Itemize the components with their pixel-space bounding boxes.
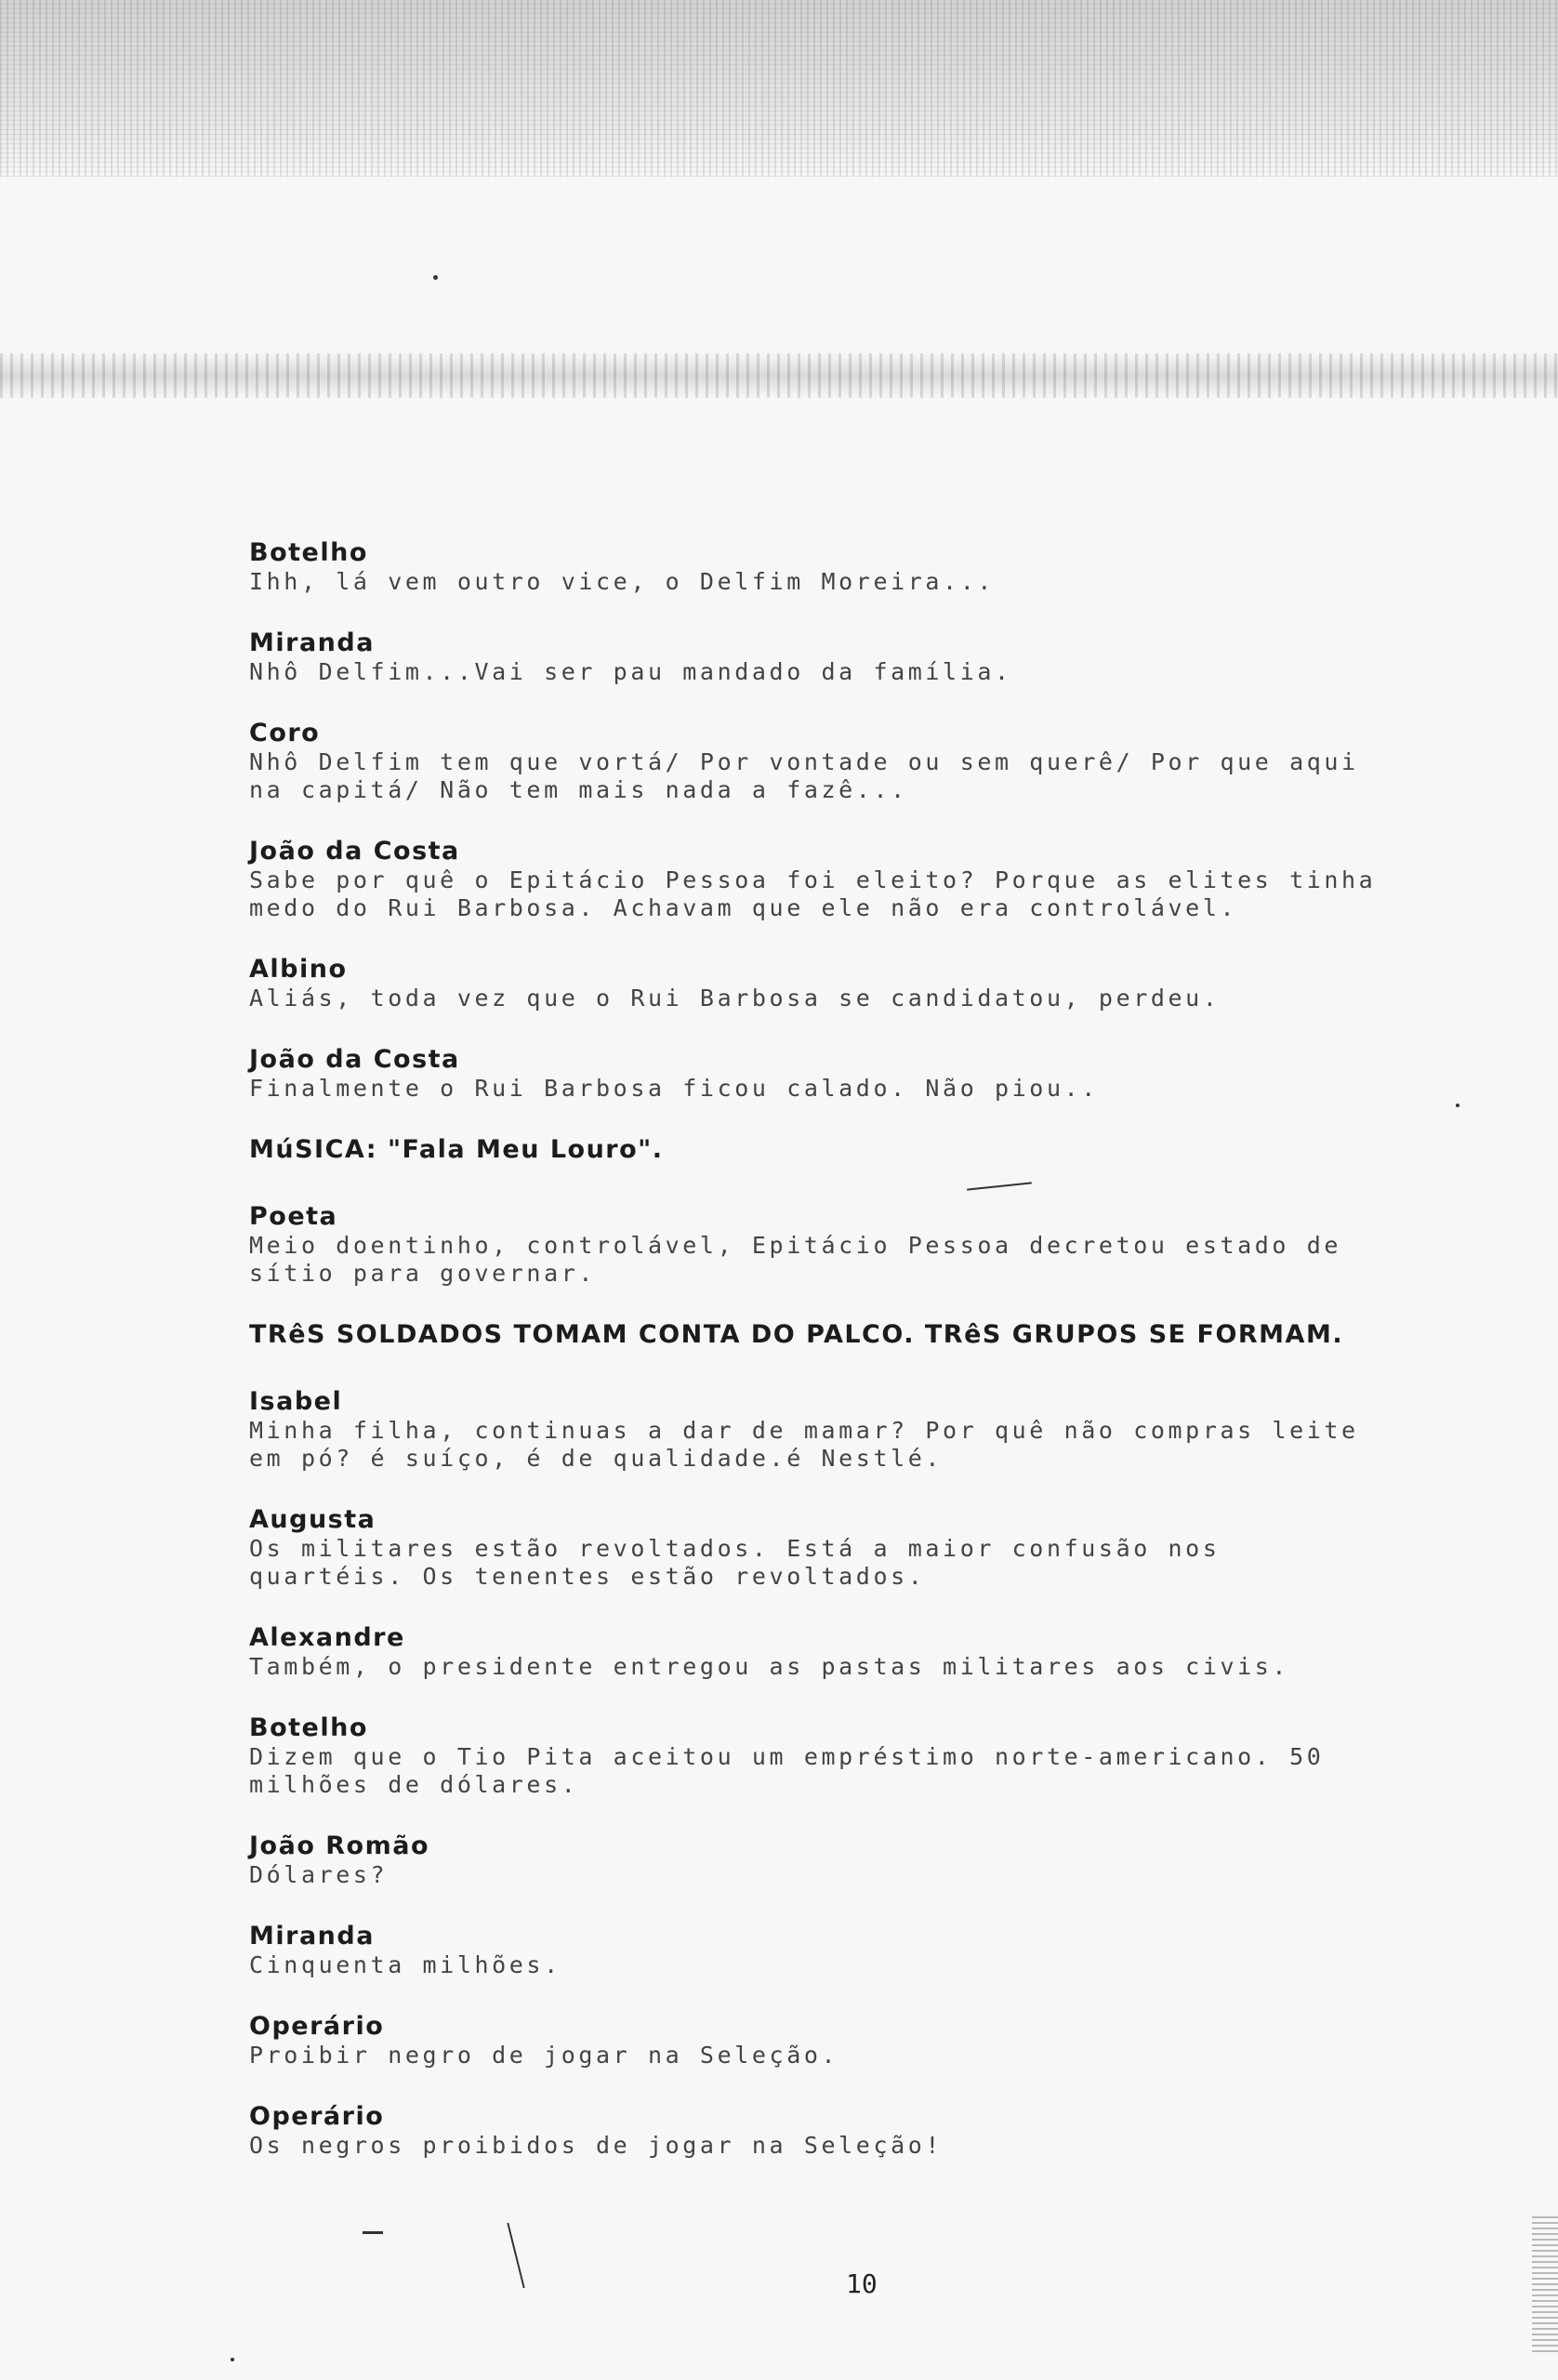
dialogue-block <box>249 1386 1448 1473</box>
stage-direction: MúSICA: "Fala Meu Louro". <box>249 1135 664 1164</box>
dialogue-line: Os militares estão revoltados. Está a maior confusão nos <box>249 1535 1221 1562</box>
speaker-name: Alexandre <box>249 1623 405 1652</box>
scan-mark <box>433 275 438 280</box>
dialogue-block <box>249 628 1448 686</box>
dialogue-line: Aliás, toda vez que o Rui Barbosa se candidatou, perdeu. <box>249 985 1221 1012</box>
scan-noise-top <box>0 0 1558 177</box>
dialogue-line: milhões de dólares. <box>249 1771 579 1798</box>
dialogue-line: Proibir negro de jogar na Seleção. <box>249 2042 839 2069</box>
speaker-name: Operário <box>249 2102 385 2131</box>
scan-mark <box>363 2231 383 2234</box>
dialogue-line: Sabe por quê o Epitácio Pessoa foi eleito? Porque as elites tinha <box>249 866 1377 893</box>
dialogue-block <box>249 1201 1448 1288</box>
stage-direction: TRêS SOLDADOS TOMAM CONTA DO PALCO. TRêS GRUPOS SE FORMAM. <box>249 1320 1344 1349</box>
speaker-name: Miranda <box>249 628 375 657</box>
scan-stain-right <box>1532 2213 1558 2352</box>
dialogue-block <box>249 1921 1448 1979</box>
dialogue-block <box>249 2011 1448 2069</box>
speaker-name: Albino <box>249 955 348 984</box>
dialogue-line: Dólares? <box>249 1861 389 1888</box>
speaker-name: João da Costa <box>249 837 460 866</box>
dialogue-line: em pó? é suíço, é de qualidade.é Nestlé. <box>249 1445 944 1472</box>
speaker-name: João Romão <box>249 1831 430 1860</box>
speaker-name: Operário <box>249 2012 385 2041</box>
dialogue-line: Nhô Delfim...Vai ser pau mandado da família. <box>249 658 1012 685</box>
dialogue-line: na capitá/ Não tem mais nada a fazê... <box>249 776 908 803</box>
dialogue-block <box>249 836 1448 922</box>
speaker-name: Botelho <box>249 538 368 567</box>
dialogue-line: Meio doentinho, controlável, Epitácio Pessoa decretou estado de <box>249 1232 1342 1259</box>
scan-mark <box>231 2358 234 2361</box>
page-number: 10 <box>846 2268 878 2299</box>
dialogue-block <box>249 1831 1448 1889</box>
dialogue-block <box>249 1712 1448 1799</box>
dialogue-block <box>249 718 1448 804</box>
dialogue-line: Também, o presidente entregou as pastas militares aos civis. <box>249 1653 1290 1680</box>
speaker-name: João da Costa <box>249 1045 460 1074</box>
dialogue-line: medo do Rui Barbosa. Achavam que ele não era controlável. <box>249 894 1238 921</box>
dialogue-line: sítio para governar. <box>249 1260 597 1287</box>
dialogue-line: Os negros proibidos de jogar na Seleção! <box>249 2132 944 2159</box>
speaker-name: Coro <box>249 719 321 747</box>
dialogue-line: Cinquenta milhões. <box>249 1951 561 1978</box>
scan-noise-band <box>0 353 1558 398</box>
dialogue-block <box>249 954 1448 1012</box>
speaker-name: Botelho <box>249 1713 368 1742</box>
dialogue-line: quartéis. Os tenentes estão revoltados. <box>249 1563 926 1590</box>
dialogue-line: Nhô Delfim tem que vortá/ Por vontade ou sem querê/ Por que aqui <box>249 748 1359 775</box>
speaker-name: Augusta <box>249 1505 376 1534</box>
speaker-name: Isabel <box>249 1387 343 1416</box>
dialogue-block <box>249 1622 1448 1681</box>
dialogue-line: Dizem que o Tio Pita aceitou um empréstimo norte-americano. 50 <box>249 1743 1325 1770</box>
script-page <box>249 537 1448 2191</box>
scan-mark <box>507 2223 524 2288</box>
dialogue-line: Ihh, lá vem outro vice, o Delfim Moreira... <box>249 568 996 595</box>
speaker-name: Miranda <box>249 1922 375 1950</box>
scan-mark <box>1456 1104 1459 1107</box>
dialogue-line: Finalmente o Rui Barbosa ficou calado. Não piou.. <box>249 1075 1099 1102</box>
dialogue-block <box>249 537 1448 596</box>
dialogue-line: Minha filha, continuas a dar de mamar? Por quê não compras leite <box>249 1417 1359 1444</box>
speaker-name: Poeta <box>249 1202 338 1231</box>
dialogue-block <box>249 2101 1448 2160</box>
dialogue-block <box>249 1504 1448 1591</box>
dialogue-block <box>249 1044 1448 1103</box>
